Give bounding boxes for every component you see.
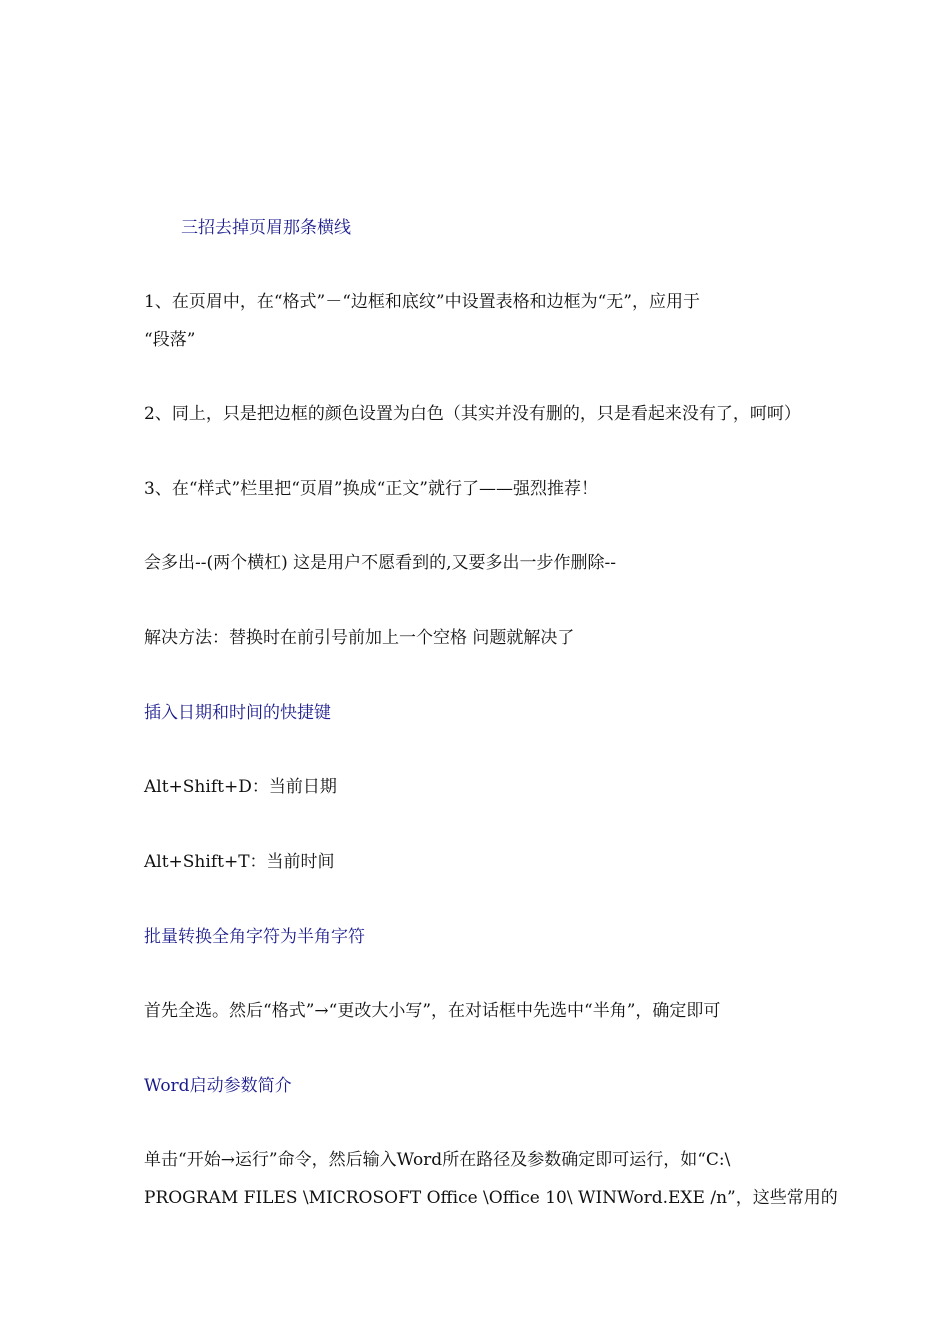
paragraph-line: 会多出--(两个横杠) 这是用户不愿看到的,又要多出一步作删除-- — [144, 553, 617, 573]
section-title-halfwidth: 批量转换全角字符为半角字符 — [144, 927, 365, 947]
paragraph-line: 3、在“样式”栏里把“页眉”换成“正文”就行了——强烈推荐！ — [144, 479, 598, 499]
paragraph-line: Alt+Shift+T：当前时间 — [144, 852, 335, 872]
paragraph-line: 1、在页眉中，在“格式”－“边框和底纹”中设置表格和边框为“无”，应用于 — [144, 292, 700, 312]
paragraph-line: 首先全选。然后“格式”→“更改大小写”，在对话框中先选中“半角”，确定即可 — [144, 1001, 721, 1021]
section-title-word-params: Word启动参数简介 — [144, 1076, 292, 1096]
paragraph-line: 单击“开始→运行”命令，然后输入Word所在路径及参数确定即可运行，如“C:\ — [144, 1150, 731, 1170]
section-title-shortcuts: 插入日期和时间的快捷键 — [144, 703, 331, 723]
paragraph-line: 解决方法：替换时在前引号前加上一个空格 问题就解决了 — [144, 628, 575, 648]
paragraph-line: “段落” — [144, 330, 196, 350]
paragraph-line: PROGRAM FILES \MICROSOFT Office \Office 10\ WINWord.EXE /n”，这些常用的 — [144, 1188, 838, 1208]
paragraph-line: Alt+Shift+D：当前日期 — [144, 777, 337, 797]
paragraph-line: 2、同上，只是把边框的颜色设置为白色（其实并没有删的，只是看起来没有了，呵呵） — [144, 404, 801, 424]
section-title-header-line: 三招去掉页眉那条横线 — [181, 218, 351, 238]
